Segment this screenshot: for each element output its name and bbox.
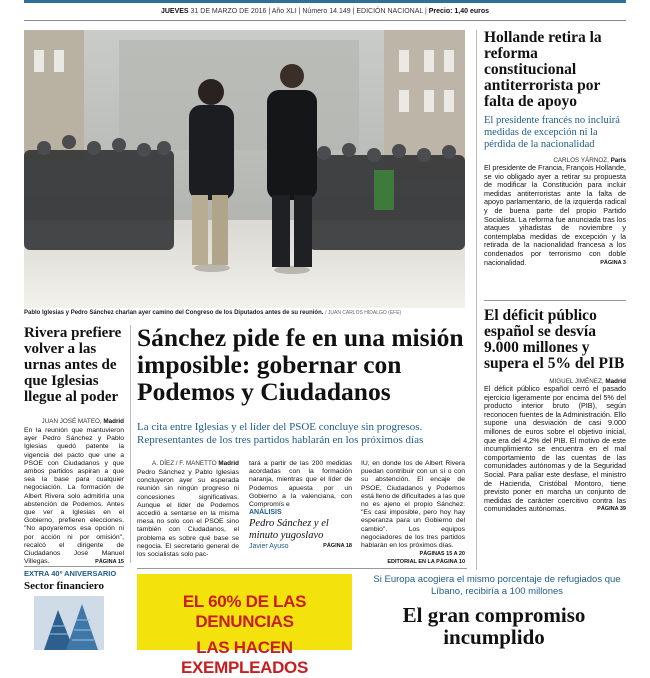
- headline-deficit[interactable]: El déficit público español se desvía 9.000 millones y supera el 5% del PIB: [484, 307, 625, 372]
- photo-caption: [24, 310, 465, 316]
- lead-photo: [24, 30, 465, 308]
- dateline-price-label: Precio:: [428, 8, 453, 15]
- main-body-col3-text: IU, en donde los de Albert Rivera puedan contribuir con un sí o con su abstención. El encaje de PSOE, Ciudadanos y Podemos está lleno de dificultades a las que no es ajeno el propio Sánchez: "Es casi imposible, pero hoy hay esperanza para un Gobierno del cambio". Los equipos negociadores de los tres partidos hablarán en los próximos días.: [361, 460, 465, 550]
- page-ref-deficit[interactable]: PÁGINA 39: [597, 506, 626, 513]
- story-deficit: [484, 308, 626, 514]
- dateline-date: 31 DE MARZO DE 2016: [190, 8, 267, 15]
- kicker-refugees: Si Europa acogiera el mismo porcentaje de refugiados que Líbano, recibiría a 100 millones: [373, 574, 621, 597]
- masthead-rule: [24, 0, 626, 3]
- byline-rivera: [24, 418, 124, 425]
- extra-section-image: [34, 596, 104, 650]
- column-divider: [130, 325, 131, 563]
- main-byline-place: Madrid: [218, 460, 239, 467]
- page-ref-rivera[interactable]: PÁGINA 15: [95, 559, 124, 566]
- divider: [484, 300, 626, 301]
- story-hollande: [484, 30, 626, 267]
- headline-refugees[interactable]: El gran compromiso incumplido: [402, 603, 586, 649]
- analysis-label: ANÁLISIS: [249, 509, 282, 516]
- byline-hollande-place: París: [610, 157, 626, 164]
- body-hollande: [484, 164, 626, 267]
- analysis-box: [249, 509, 352, 550]
- main-body-col2: tará a partir de las 200 medidas acordadas con la formación naranja, mientras que el líder de Podemos apuesta por un Gobierno a la valenciana, con Compromís e: [249, 460, 352, 509]
- page-ref-analysis[interactable]: PÁGINA 18: [323, 543, 352, 549]
- column-divider: [476, 30, 477, 570]
- dateline-year: Año XLI: [271, 8, 297, 15]
- analysis-title[interactable]: Pedro Sánchez y el minuto yugoslavo: [249, 518, 329, 541]
- photo-caption-text: Pablo Iglesias y Pedro Sánchez charlan ayer camino del Congreso de los Diputados antes de su reunión.: [24, 310, 324, 316]
- promo-line-1: EL 60% DE LAS DENUNCIAS: [182, 592, 307, 631]
- editorial-ref[interactable]: EDITORIAL EN LA PÁGINA 10: [387, 559, 465, 566]
- body-hollande-text: El presidente de Francia, François Hollande, se vio obligado ayer a retirar su propuesta de modificar la Constitución para incluir medidas antiterroristas ante la falta de apoyo parlamentario, de la izquierda radical y de buena parte del propio Partido Socialista. La reforma fue anunciada tras los ataques yihadistas de noviembre y contemplaba medidas de excepción y la retirada de la nacionalidad francesa a los condenados por terrorismo con doble nacionalidad.: [484, 163, 626, 267]
- subhead-hollande: El presidente francés no incluirá medidas de excepción ni la pérdida de la nacionalidad: [484, 115, 620, 150]
- dateline-day: JUEVES: [160, 8, 189, 15]
- promo-banner[interactable]: [137, 574, 352, 677]
- divider: [137, 568, 467, 569]
- dateline-number: Número 14.149: [302, 8, 351, 15]
- page-ref-hollande[interactable]: PÁGINA 3: [600, 259, 626, 266]
- extra-section-label[interactable]: EXTRA 40º ANIVERSARIO: [24, 566, 124, 578]
- body-rivera-text: En la reunión que mantuvieron ayer Pedro Sánchez y Pablo Iglesias quedó patente la vigencia del pacto que une a PSOE con Ciudadanos y que ambos partidos aspiran a que sea la base para cualquier negociación. La formación de Albert Rivera solo admitiría una abstención de Podemos. Antes que ver a Iglesias en el Gobierno, prefieren elecciones. "No apoyaremos esa opción ni por acción ni por omisión", recalcó el dirigente de Ciudadanos José Manuel Villegas.: [24, 427, 124, 566]
- lead-photo-image: [24, 30, 465, 308]
- body-deficit-text: El déficit público español cerró el pasado ejercicio ligeramente por encima del 5% del producto interior bruto (PIB), según reconocen fuentes de la Administración. Ello supone una desviación de casi 9.000 millones de euros sobre el objetivo inicial, que era del 4,2% del PIB. El motivo de este incumplimiento se encuentra en el mal comportamiento de las cuentas de las comunidades autónomas y de la Seguridad Social. Para paliar este desfase, el ministro de Hacienda, Cristóbal Montoro, tiene previsto poner en marcha un conjunto de medidas de carácter coercitivo contra las comunidades autónomas.: [484, 384, 626, 514]
- dateline-edition: EDICIÓN NACIONAL: [356, 8, 423, 15]
- dateline: JUEVES 31 DE MARZO DE 2016 | Año XLI | Número 14.149 | EDICIÓN NACIONAL | Precio: 1,40 euros: [24, 4, 626, 21]
- photo-credit: / JUAN CARLOS HIDALGO (EFE): [325, 310, 402, 316]
- analysis-author: Javier Ayuso: [249, 543, 289, 550]
- main-subhead: La cita entre Iglesias y el líder del PSOE concluye sin progresos. Representantes de los tres partidos hablarán en los próximos días: [137, 421, 424, 446]
- main-headline[interactable]: Sánchez pide fe en una misión imposible: gobernar con Podemos y Ciudadanos: [137, 323, 464, 406]
- page-ref-main[interactable]: PÁGINAS 15 A 20: [419, 551, 465, 558]
- byline-hollande-author: CARLOS YÁRNOZ,: [553, 157, 609, 164]
- body-rivera: [24, 427, 124, 566]
- byline-rivera-author: JUAN JOSÉ MATEO,: [41, 418, 102, 425]
- byline-rivera-place: Madrid: [103, 418, 124, 425]
- main-body-col3: [361, 460, 465, 567]
- byline-deficit-place: Madrid: [605, 378, 626, 385]
- headline-rivera[interactable]: Rivera prefiere volver a las urnas antes de que Iglesias llegue al poder: [24, 325, 122, 405]
- dateline-price: 1,40 euros: [454, 8, 490, 15]
- main-byline: [137, 460, 239, 467]
- main-byline-author: A. DÍEZ / F. MANETTO: [152, 460, 217, 467]
- headline-hollande[interactable]: Hollande retira la reforma constitucional antiterrorista por falta de apoyo: [484, 29, 602, 110]
- byline-deficit-author: MIGUEL JIMÉNEZ,: [549, 378, 604, 385]
- body-deficit: [484, 385, 626, 514]
- main-body-col1: Pedro Sánchez y Pablo Iglesias concluyeron ayer su esperada reunión sin ningún progreso ni concesiones significativas. Aunque el líder de Podemos accedió a sentarse en la misma mesa no solo con el PSOE sino también con Ciudadanos, el problema es sobre qué base se negocia. El secretario general de los socialistas solo pac-: [137, 469, 239, 559]
- promo-line-2: LAS HACEN EXEMPLEADOS: [180, 638, 309, 677]
- extra-section-title[interactable]: Sector financiero: [24, 580, 104, 592]
